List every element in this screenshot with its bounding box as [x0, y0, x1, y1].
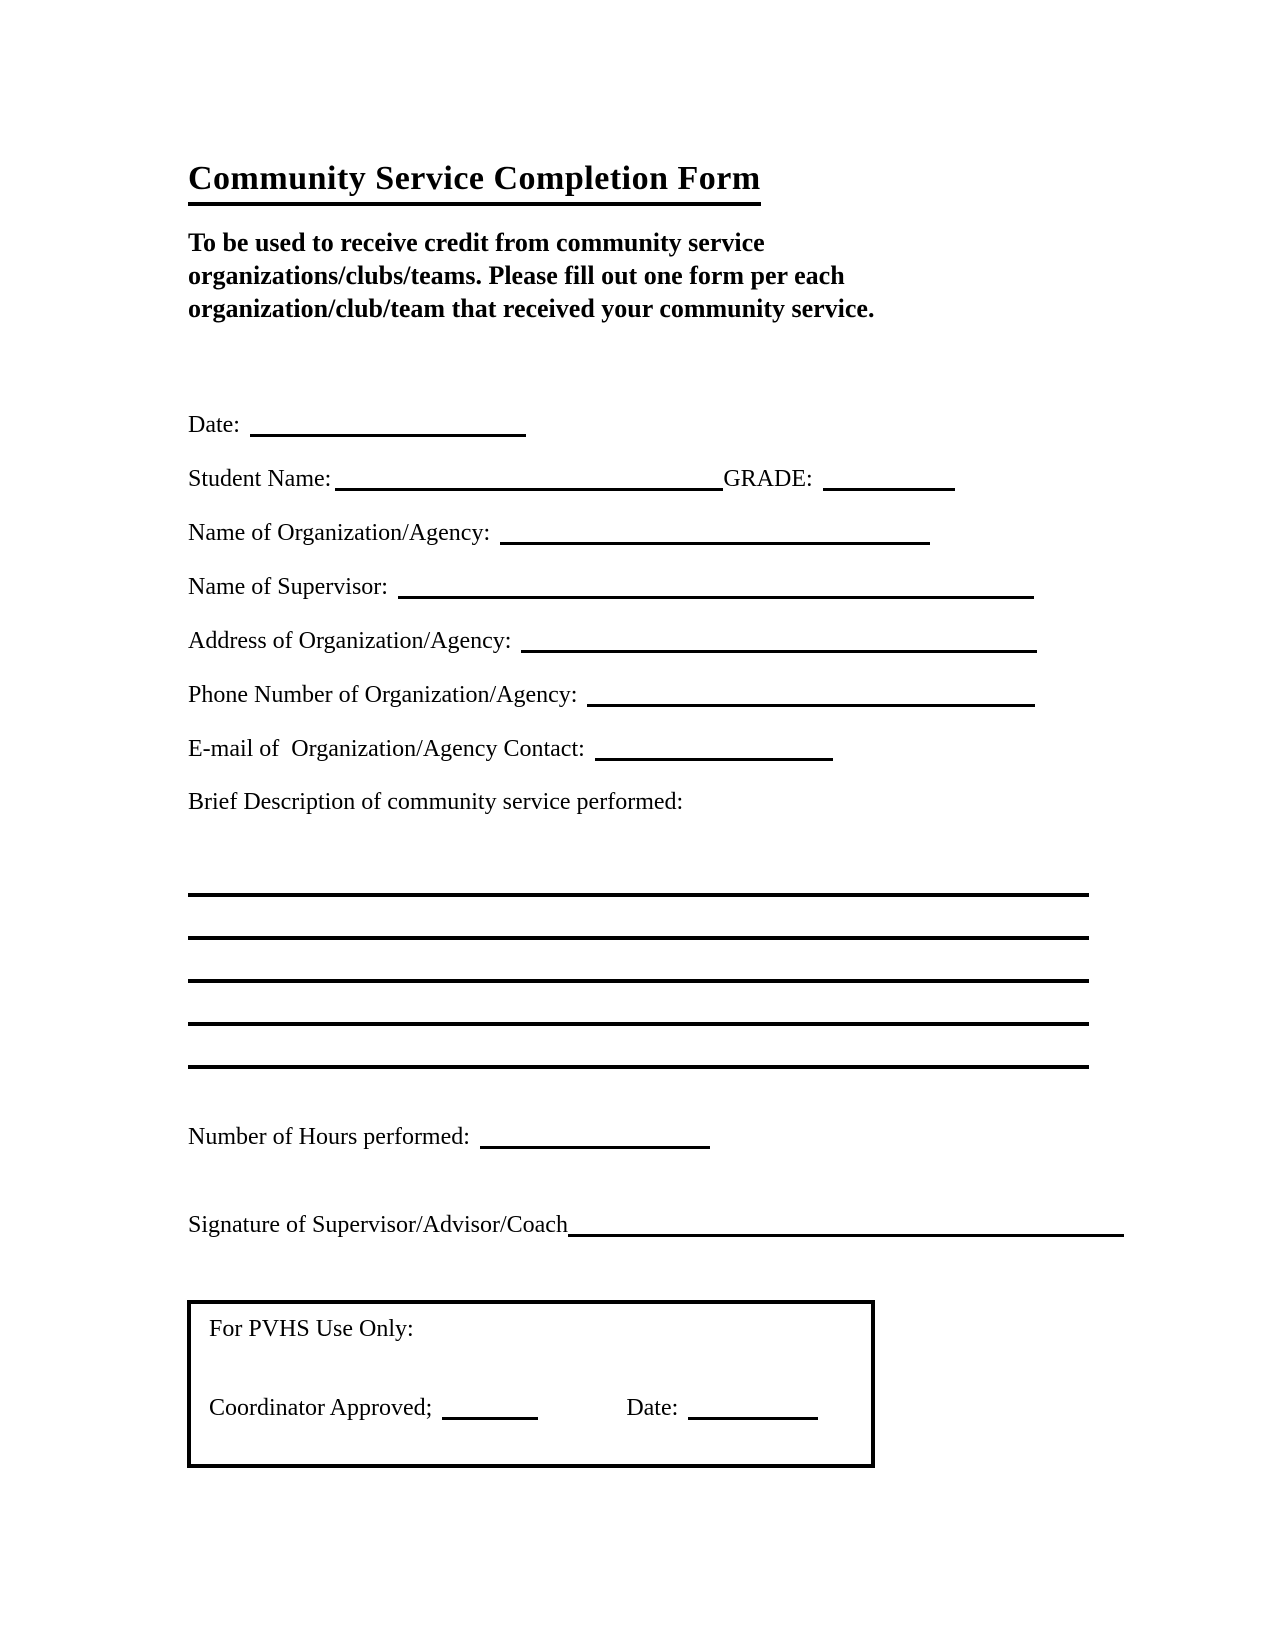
date-input-line[interactable]	[250, 410, 526, 437]
field-row-organization-phone	[188, 680, 1035, 709]
organization-address-label: Address of Organization/Agency:	[188, 628, 512, 654]
organization-phone-label: Phone Number of Organization/Agency:	[188, 682, 578, 708]
field-row-hours	[188, 1122, 710, 1151]
organization-name-input-line[interactable]	[500, 518, 930, 545]
field-row-student-name	[188, 464, 955, 493]
date-label: Date:	[188, 412, 240, 438]
field-row-date	[188, 410, 526, 439]
description-section	[188, 788, 683, 816]
grade-input-line[interactable]	[823, 464, 955, 491]
office-date-input-line[interactable]	[688, 1393, 818, 1420]
office-approval-row	[209, 1393, 871, 1422]
coordinator-approved-input-line[interactable]	[442, 1393, 538, 1420]
intro-paragraph: To be used to receive credit from community service organizations/clubs/teams. Please fill out one form per each organization/club/team that received your community service.	[188, 228, 875, 323]
office-use-heading: For PVHS Use Only:	[209, 1316, 414, 1342]
organization-name-label: Name of Organization/Agency:	[188, 520, 491, 546]
description-line[interactable]	[188, 979, 1089, 983]
description-line[interactable]	[188, 936, 1089, 940]
student-name-input-line[interactable]	[335, 464, 723, 491]
coordinator-approved-label: Coordinator Approved;	[209, 1395, 433, 1421]
description-line[interactable]	[188, 1065, 1089, 1069]
office-use-box	[187, 1300, 875, 1468]
hours-label: Number of Hours performed:	[188, 1124, 470, 1150]
office-date-label: Date:	[626, 1395, 679, 1421]
organization-address-input-line[interactable]	[521, 626, 1037, 653]
hours-input-line[interactable]	[480, 1122, 710, 1149]
description-label: Brief Description of community service performed:	[188, 789, 684, 815]
contact-email-input-line[interactable]	[595, 734, 833, 761]
organization-phone-input-line[interactable]	[587, 680, 1035, 707]
contact-email-label: E-mail of Organization/Agency Contact:	[188, 736, 585, 762]
field-row-signature	[188, 1210, 1124, 1239]
supervisor-name-input-line[interactable]	[398, 572, 1034, 599]
signature-input-line[interactable]	[568, 1210, 1124, 1237]
student-name-label: Student Name:	[188, 466, 332, 492]
description-line[interactable]	[188, 1022, 1089, 1026]
grade-label: GRADE:	[723, 466, 813, 492]
field-row-organization-address	[188, 626, 1037, 655]
description-line[interactable]	[188, 893, 1089, 897]
signature-label: Signature of Supervisor/Advisor/Coach	[188, 1212, 568, 1238]
field-row-contact-email	[188, 734, 833, 763]
field-row-organization-name	[188, 518, 930, 547]
supervisor-name-label: Name of Supervisor:	[188, 574, 388, 600]
field-row-supervisor-name	[188, 572, 1034, 601]
page-title: Community Service Completion Form	[188, 160, 761, 206]
